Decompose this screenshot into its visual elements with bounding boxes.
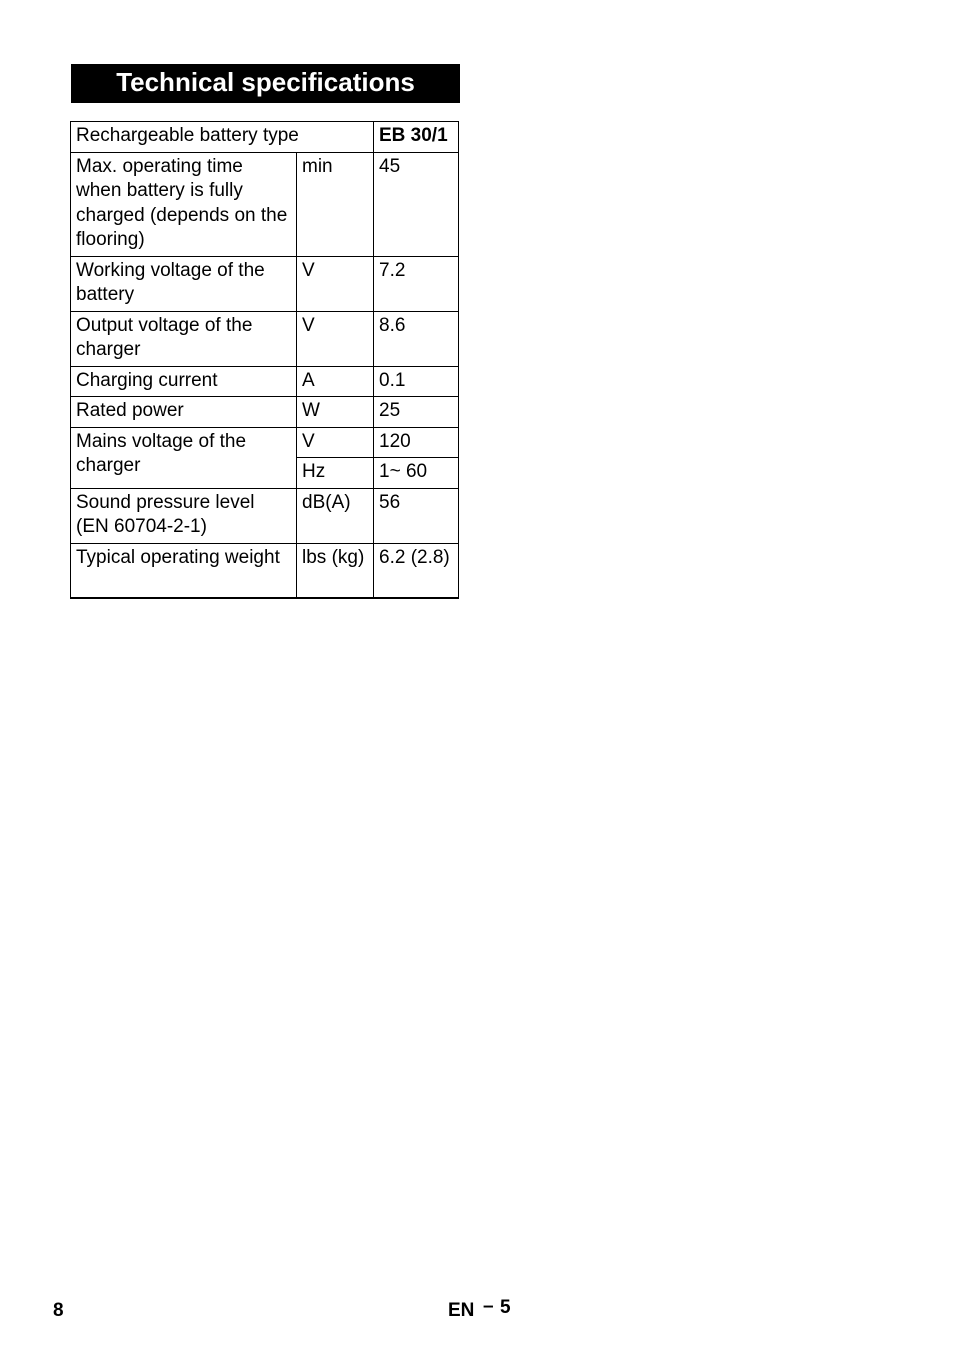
footer-dash: – <box>483 1296 494 1317</box>
row-value: 8.6 <box>374 311 459 366</box>
row-label: Rated power <box>71 397 297 428</box>
section-page-number: 5 <box>500 1297 511 1318</box>
battery-type-label: Rechargeable battery type <box>71 122 374 153</box>
row-unit: V <box>297 427 374 458</box>
section-title: Technical specifications <box>71 64 460 103</box>
row-label: Output voltage of the charger <box>71 311 297 366</box>
row-unit: W <box>297 397 374 428</box>
table-row <box>71 427 459 458</box>
row-unit: min <box>297 152 374 256</box>
row-value: 45 <box>374 152 459 256</box>
row-label: Typical operating weight <box>71 543 297 598</box>
table-row <box>71 256 459 311</box>
table-row <box>71 366 459 397</box>
model-name: EB 30/1 <box>374 122 459 153</box>
table-header-row <box>71 122 459 153</box>
specifications-table <box>70 121 459 599</box>
row-value: 25 <box>374 397 459 428</box>
row-value: 7.2 <box>374 256 459 311</box>
row-value: 1~ 60 <box>374 458 459 489</box>
table-row <box>71 311 459 366</box>
language-code: EN <box>448 1300 475 1321</box>
table-row <box>71 488 459 543</box>
row-unit: Hz <box>297 458 374 489</box>
table-row <box>71 152 459 256</box>
row-label: Mains voltage of the charger <box>71 427 297 488</box>
row-value: 0.1 <box>374 366 459 397</box>
row-unit: A <box>297 366 374 397</box>
row-value: 56 <box>374 488 459 543</box>
row-unit: lbs (kg) <box>297 543 374 598</box>
row-unit: V <box>297 311 374 366</box>
page-number: 8 <box>53 1300 64 1321</box>
table-row <box>71 543 459 598</box>
row-label: Working voltage of the battery <box>71 256 297 311</box>
row-value: 6.2 (2.8) <box>374 543 459 598</box>
table-row <box>71 397 459 428</box>
row-label: Sound pressure level (EN 60704-2-1) <box>71 488 297 543</box>
row-value: 120 <box>374 427 459 458</box>
row-unit: dB(A) <box>297 488 374 543</box>
row-label: Max. operating time when battery is fully charged (depends on the flooring) <box>71 152 297 256</box>
row-label: Charging current <box>71 366 297 397</box>
row-unit: V <box>297 256 374 311</box>
